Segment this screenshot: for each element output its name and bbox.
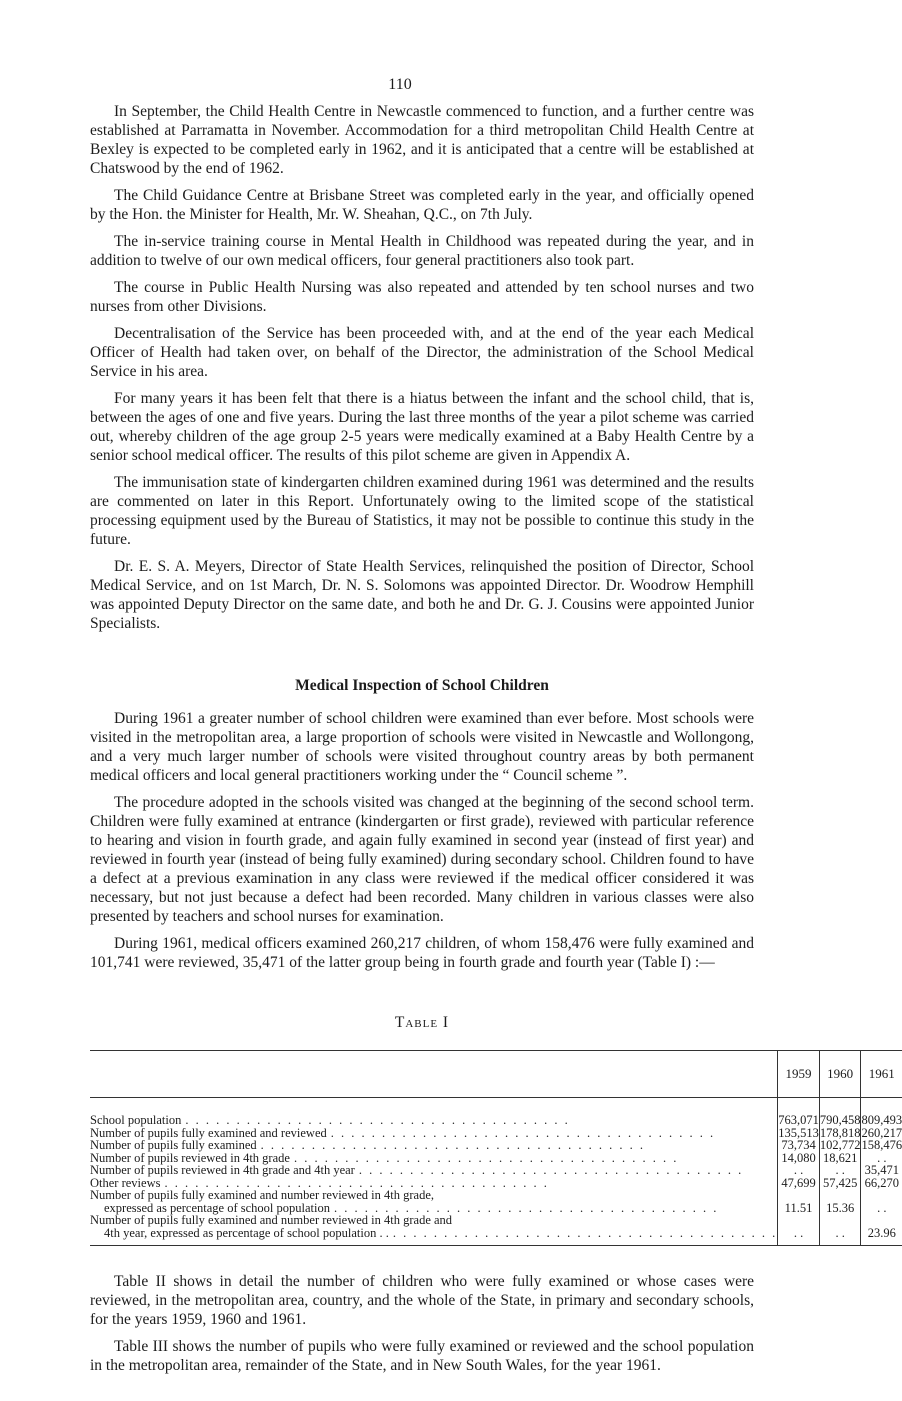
paragraph: In September, the Child Health Centre in Newcastle commenced to function, and a further centre was established at Parramatta in November. Accommodation for a third metropolitan Child Health Centre at Bexley is expected to be completed early in 1962, and it is anticipated that a centre will be established at Chatswood by the end of 1962. bbox=[90, 103, 754, 177]
cell-1960: . . bbox=[819, 1214, 861, 1246]
row-label: Number of pupils fully examined and number reviewed in 4th grade and bbox=[90, 1213, 453, 1227]
page-content bbox=[90, 102, 902, 1383]
row-label-continued: 4th year, expressed as percentage of school population . . bbox=[104, 1225, 389, 1240]
row-label: Number of pupils reviewed in 4th grade and 4th year bbox=[90, 1163, 355, 1177]
paragraph: Decentralisation of the Service has been proceeded with, and at the end of the year each Medical Officer of Health had taken over, on behalf of the Director, the administration of the School Medical Service in his area. bbox=[90, 325, 754, 380]
cell-1959: 47,699 bbox=[778, 1177, 820, 1190]
paragraph: Table III shows the number of pupils who were fully examined or reviewed and the school population in the metropolitan area, remainder of the State, and in New South Wales, for the year 1961. bbox=[90, 1338, 754, 1374]
paragraph: Table II shows in detail the number of children who were fully examined or whose cases were reviewed, in the metropolitan area, country, and the whole of the State, in primary and secondary schools, for the years 1959, 1960 and 1961. bbox=[90, 1273, 754, 1328]
header-year-1959: 1959 bbox=[778, 1051, 820, 1098]
cell-1961: 66,270 bbox=[861, 1177, 902, 1190]
paragraph: For many years it has been felt that there is a hiatus between the infant and the school child, that is, between the ages of one and five years. During the last three months of the year a pilot scheme was carried out, whereby children of the age group 2-5 years were medically examined at a Baby Health Centre by a senior school medical officer. The results of this pilot scheme are given in Appendix A. bbox=[90, 390, 754, 464]
cell-1960: 15.36 bbox=[819, 1189, 861, 1214]
cell-1960: 102,772 bbox=[819, 1138, 861, 1152]
inspection-section bbox=[90, 709, 754, 972]
cell-1959: 11.51 bbox=[778, 1189, 820, 1214]
table-row bbox=[90, 1098, 902, 1127]
paragraph: During 1961 a greater number of school children were examined than ever before. Most schools were visited in the metropolitan area, a large proportion of schools were visited in Newcastle and Wollongong, and a very much larger number of schools were visited throughout country areas by both permanent medical officers and local general practitioners working under the “ Council scheme ”. bbox=[90, 710, 754, 784]
cell-1959: 14,080 bbox=[778, 1152, 820, 1165]
table-row bbox=[90, 1214, 902, 1246]
page-number: 110 bbox=[388, 76, 412, 93]
row-label: Number of pupils fully examined and number reviewed in 4th grade, bbox=[90, 1188, 435, 1202]
intro-section bbox=[90, 102, 754, 633]
cell-1960: 178,818 bbox=[819, 1125, 861, 1140]
paragraph: During 1961, medical officers examined 260,217 children, of whom 158,476 were fully examined and 101,741 were reviewed, 35,471 of the latter group being in fourth grade and fourth year (Table I) :— bbox=[90, 935, 754, 971]
row-label: Number of pupils reviewed in 4th grade bbox=[90, 1150, 290, 1165]
table-row bbox=[90, 1139, 902, 1152]
cell-1959: 73,734 bbox=[778, 1139, 820, 1152]
header-year-1960: 1960 bbox=[819, 1051, 861, 1098]
header-label-cell bbox=[90, 1051, 778, 1098]
after-table-section bbox=[90, 1272, 754, 1375]
cell-1960: 790,458 bbox=[819, 1098, 861, 1127]
row-label: Other reviews bbox=[90, 1175, 161, 1190]
row-label: Number of pupils fully examined bbox=[90, 1138, 257, 1152]
cell-1961: 260,217 bbox=[861, 1125, 902, 1140]
cell-1961: . . bbox=[861, 1189, 902, 1214]
cell-1961: . . bbox=[861, 1152, 902, 1165]
cell-1960: 57,425 bbox=[819, 1177, 861, 1190]
cell-1960: . . bbox=[819, 1164, 861, 1177]
cell-1959: 763,071 bbox=[778, 1098, 820, 1127]
header-year-1961: 1961 bbox=[861, 1051, 902, 1098]
table-header-row bbox=[90, 1051, 902, 1098]
cell-1960: 18,621 bbox=[819, 1152, 861, 1165]
cell-1961: 35,471 bbox=[861, 1164, 902, 1177]
table-title: Table I bbox=[394, 1014, 450, 1031]
paragraph: The immunisation state of kindergarten children examined during 1961 was determined and the results are commented on later in this Report. Unfortunately owing to the limited scope of the statistical processing equipment used by the Bureau of Statistics, it may not be possible to continue this study in the future. bbox=[90, 474, 754, 548]
paragraph: Dr. E. S. A. Meyers, Director of State Health Services, relinquished the position of Director, School Medical Service, and on 1st March, Dr. N. S. Solomons was appointed Director. Dr. Woodrow Hemphill was appointed Deputy Director on the same date, and both he and Dr. G. J. Cousins were appointed Junior Specialists. bbox=[90, 558, 754, 632]
paragraph: The procedure adopted in the schools visited was changed at the beginning of the second school term. Children were fully examined at entrance (kindergarten or first grade), reviewed with particular reference to hearing and vision in fourth grade, and again fully examined in second year (instead of first year) and reviewed in fourth year (instead of being fully examined) during secondary school. Children found to have a defect at a previous examination in any class were reviewed if the medical officer considered it was necessary, but not just because a defect had been recorded. Many children in various classes were also presented by teachers and school nurses for examination. bbox=[90, 794, 754, 925]
cell-1961: 158,476 bbox=[861, 1138, 902, 1152]
paragraph: The course in Public Health Nursing was also repeated and attended by ten school nurses and two nurses from other Divisions. bbox=[90, 279, 754, 315]
table-row bbox=[90, 1189, 902, 1214]
row-label-continued: expressed as percentage of school population bbox=[104, 1200, 330, 1215]
cell-1959: 135,513 bbox=[778, 1125, 819, 1140]
row-label: School population bbox=[90, 1113, 182, 1127]
row-label: Number of pupils fully examined and reviewed bbox=[90, 1125, 327, 1140]
cell-1959: . . bbox=[778, 1164, 820, 1177]
cell-1959: . . bbox=[778, 1214, 820, 1246]
cell-1961: 23.96 bbox=[861, 1214, 902, 1246]
paragraph: The in-service training course in Mental Health in Childhood was repeated during the year, and in addition to twelve of our own medical officers, four general practitioners also took part. bbox=[90, 233, 754, 269]
paragraph: The Child Guidance Centre at Brisbane Street was completed early in the year, and officially opened by the Hon. the Minister for Health, Mr. W. Sheahan, Q.C., on 7th July. bbox=[90, 187, 754, 223]
cell-1961: 809,493 bbox=[861, 1098, 902, 1127]
section-heading: Medical Inspection of School Children bbox=[295, 677, 549, 694]
data-table bbox=[90, 1050, 902, 1246]
table-row bbox=[90, 1164, 902, 1177]
